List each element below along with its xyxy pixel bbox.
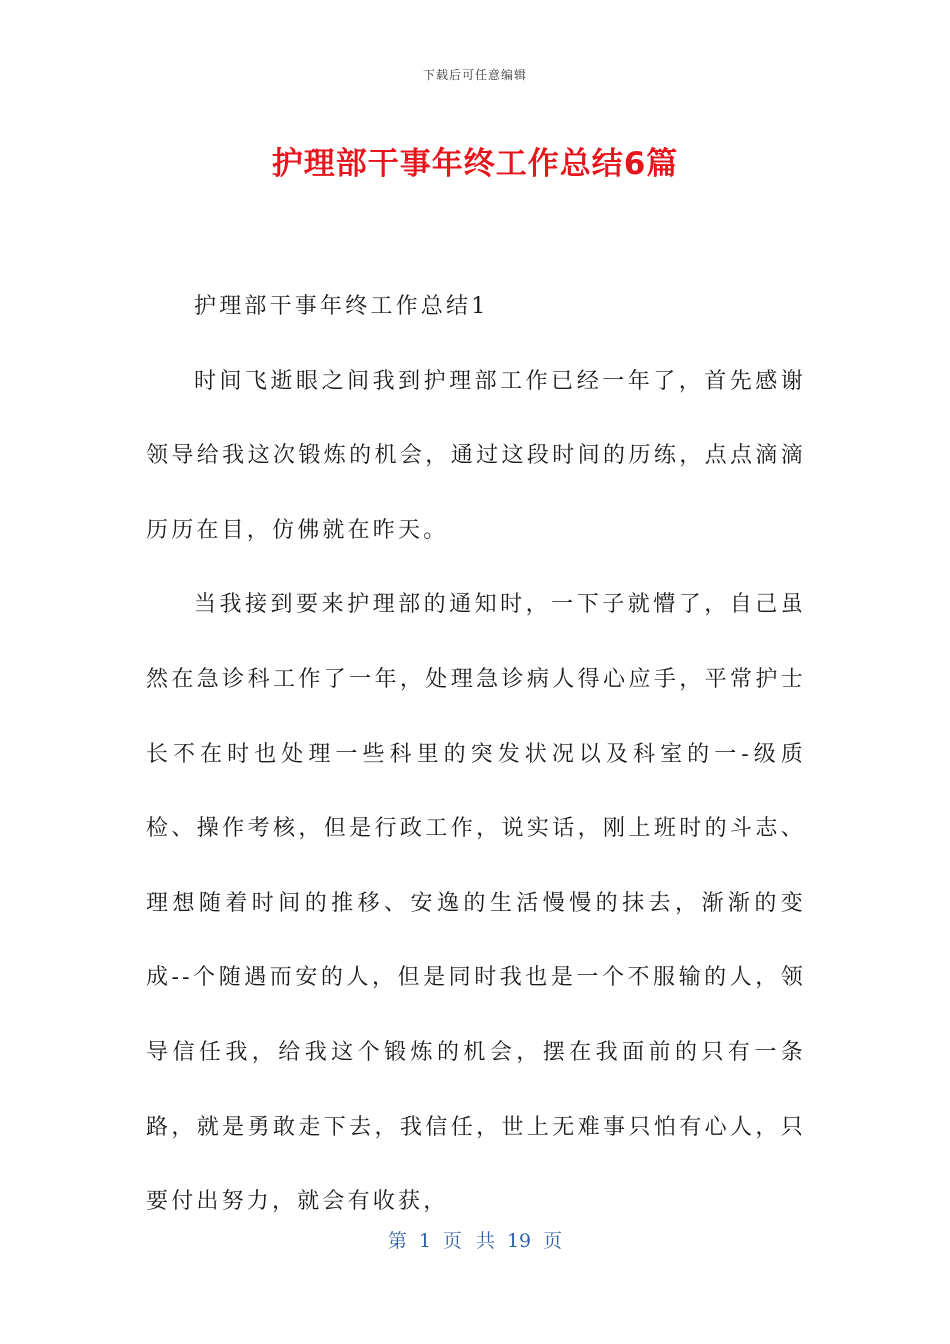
- footer-suffix: 页: [543, 1230, 563, 1252]
- footer-prefix: 第: [387, 1230, 407, 1252]
- page-footer: [0, 1226, 950, 1253]
- current-page-number: 1: [418, 1230, 431, 1252]
- total-pages-number: 19: [506, 1230, 532, 1252]
- body-paragraph: 时间飞逝眼之间我到护理部工作已经一年了，首先感谢领导给我这次锻炼的机会，通过这段时间的历练，点点滴滴历历在目，仿佛就在昨天。: [146, 368, 806, 543]
- section-heading: 护理部干事年终工作总结1: [194, 294, 489, 319]
- footer-middle: 页 共: [442, 1230, 495, 1252]
- document-title: 护理部干事年终工作总结6篇: [271, 146, 679, 182]
- header-note: 下载后可任意编辑: [422, 68, 527, 82]
- document-body: [146, 270, 806, 1240]
- body-paragraph: 当我接到要来护理部的通知时，一下子就懵了，自己虽然在急诊科工作了一年，处理急诊病人得心应手，平常护士长不在时也处理一些科里的突发状况以及科室的一-级质检、操作考核，但是行政工作，说实话，刚上班时的斗志、理想随着时间的推移、安逸的生活慢慢的抹去，渐渐的变成--个随遇而安的人，但是同时我也是一个不服输的人，领导信任我，给我这个锻炼的机会，摆在我面前的只有一条路，就是勇敢走下去，我信任，世上无难事只怕有心人，只要付出努力，就会有收获，: [146, 592, 806, 1215]
